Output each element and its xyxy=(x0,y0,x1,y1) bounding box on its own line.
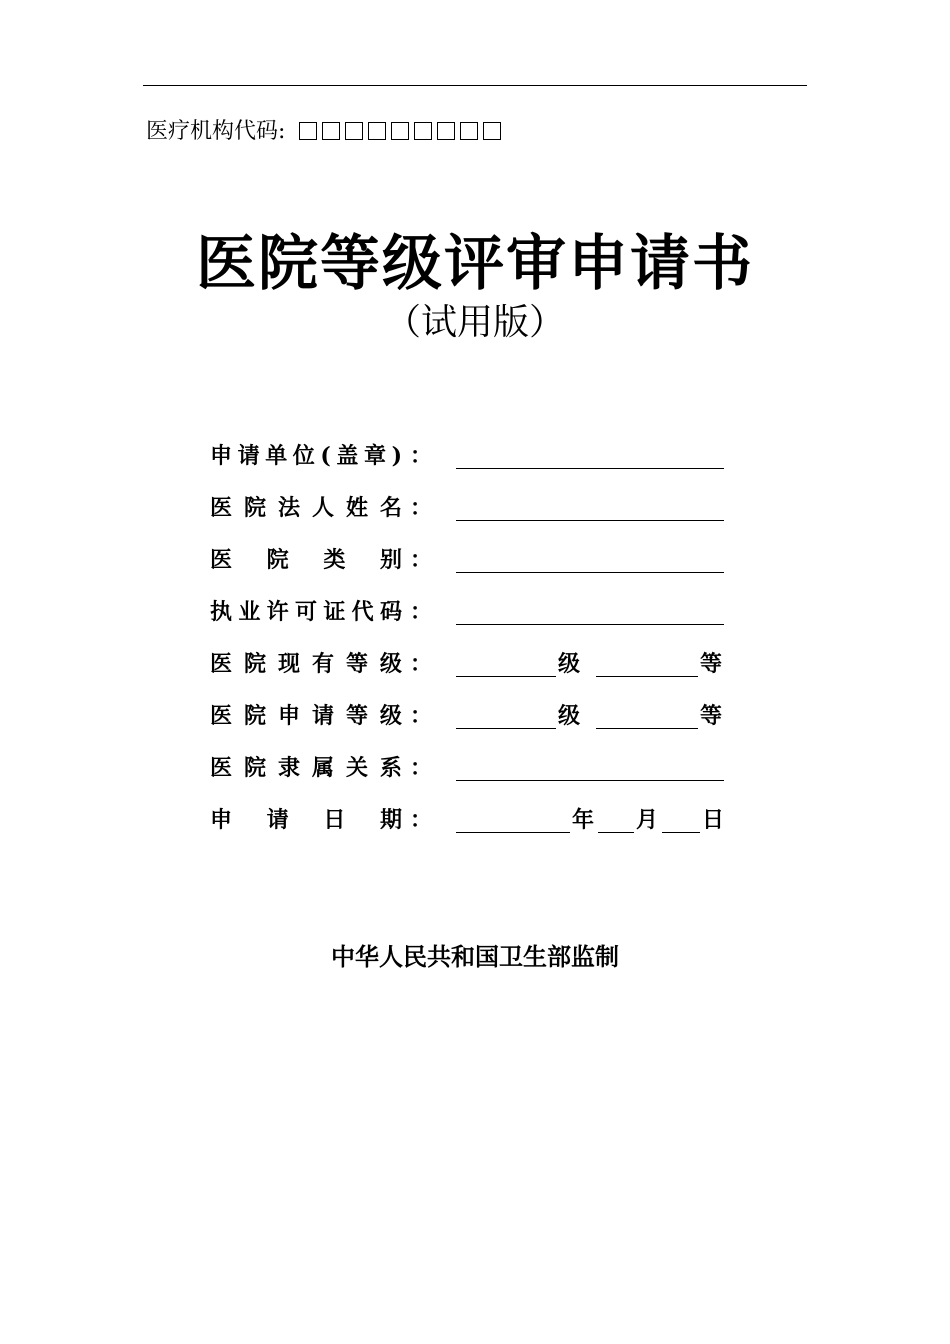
fill-line[interactable] xyxy=(456,624,724,625)
issuer-footer: 中华人民共和国卫生部监制 xyxy=(331,942,619,971)
field-affiliation xyxy=(210,750,730,786)
code-box xyxy=(345,122,363,140)
field-applicant-unit xyxy=(210,438,730,474)
code-box xyxy=(299,122,317,140)
fill-line[interactable] xyxy=(596,728,698,729)
unit-label: 级 xyxy=(558,651,581,677)
field-application-date xyxy=(210,802,730,838)
institution-code-boxes xyxy=(299,119,506,144)
field-colon: ： xyxy=(410,495,433,521)
unit-label: 日 xyxy=(702,807,725,833)
unit-label: 月 xyxy=(636,807,659,833)
fill-line[interactable] xyxy=(598,832,634,833)
fill-line[interactable] xyxy=(662,832,700,833)
field-label: 医 院 现 有 等 级 xyxy=(210,651,402,677)
fill-line[interactable] xyxy=(456,676,556,677)
field-label: 申 请 单 位 ( 盖 章 ) xyxy=(210,443,402,469)
document-subtitle: （试用版） xyxy=(384,302,565,343)
fill-line[interactable] xyxy=(456,728,556,729)
institution-code xyxy=(146,117,506,147)
field-label: 申 请 日 期 xyxy=(210,807,402,833)
code-box xyxy=(414,122,432,140)
field-colon: ： xyxy=(410,755,433,781)
field-label: 执 业 许 可 证 代 码 xyxy=(210,599,402,625)
unit-label: 等 xyxy=(700,651,723,677)
field-colon: ： xyxy=(410,651,433,677)
field-license-code xyxy=(210,594,730,630)
fill-line[interactable] xyxy=(456,832,570,833)
field-colon: ： xyxy=(410,599,433,625)
field-label: 医 院 法 人 姓 名 xyxy=(210,495,402,521)
fill-line[interactable] xyxy=(456,468,724,469)
fill-line[interactable] xyxy=(456,520,724,521)
field-colon: ： xyxy=(410,547,433,573)
top-rule xyxy=(143,85,807,86)
field-apply-grade xyxy=(210,698,730,734)
field-label: 医 院 隶 属 关 系 xyxy=(210,755,402,781)
institution-code-label: 医疗机构代码: xyxy=(146,119,286,144)
field-current-grade xyxy=(210,646,730,682)
field-label: 医 院 类 别 xyxy=(210,547,402,573)
field-colon: ： xyxy=(410,703,433,729)
code-box xyxy=(437,122,455,140)
fill-line[interactable] xyxy=(456,572,724,573)
field-colon: ： xyxy=(410,807,433,833)
field-hospital-type xyxy=(210,542,730,578)
fill-line[interactable] xyxy=(456,780,724,781)
field-colon: ： xyxy=(410,443,433,469)
document-title: 医院等级评审申请书 xyxy=(196,229,754,299)
unit-label: 年 xyxy=(572,807,595,833)
field-legal-person xyxy=(210,490,730,526)
code-box xyxy=(483,122,501,140)
code-box xyxy=(368,122,386,140)
code-box xyxy=(391,122,409,140)
code-box xyxy=(322,122,340,140)
field-label: 医 院 申 请 等 级 xyxy=(210,703,402,729)
unit-label: 级 xyxy=(558,703,581,729)
fill-line[interactable] xyxy=(596,676,698,677)
code-box xyxy=(460,122,478,140)
unit-label: 等 xyxy=(700,703,723,729)
